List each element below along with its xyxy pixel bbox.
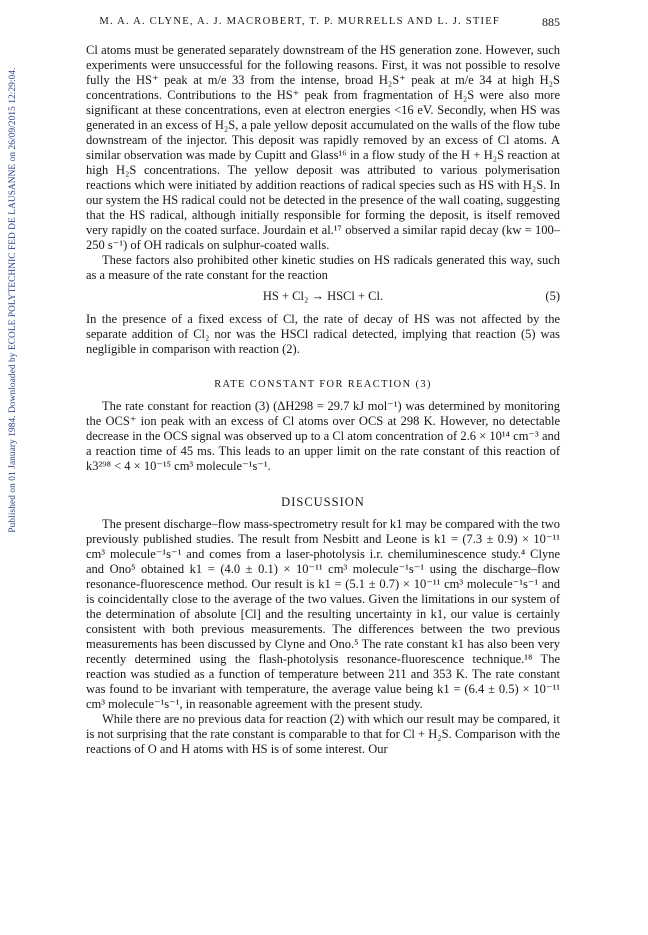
side-margin bbox=[0, 0, 26, 935]
equation-expression: HS + Cl₂ → HSCl + Cl. bbox=[262, 289, 384, 303]
page-number: 885 bbox=[542, 15, 560, 29]
running-header bbox=[86, 16, 560, 32]
equation-5 bbox=[86, 289, 560, 307]
equation-number: (5) bbox=[545, 289, 560, 303]
paragraph-other-studies: These factors also prohibited other kinetic studies on HS radicals generated this way, such as a measure of the rate constant for the reaction bbox=[86, 253, 560, 282]
article-body bbox=[86, 43, 560, 757]
paragraph-discussion-k1: The present discharge–flow mass-spectrometry result for k1 may be compared with the two previously published studies. The result from Nesbitt and Leone is k1 = (7.3 ± 0.9) × 10⁻¹¹ cm³ molecule⁻¹s⁻¹ and comes from a laser-photolysis i.r. chemiluminescence study.⁴ Clyne and Ono⁵ obtained k1 = (4.0 ± 0.1) × 10⁻¹¹ cm³ molecule⁻¹s⁻¹ using the discharge–flow resonance-fluorescence method. Our result is k1 = (5.1 ± 0.7) × 10⁻¹¹ cm³ molecule⁻¹s⁻¹ and is coincidentally close to the average of the two values. Given the limitations in our system of the determination of absolute [Cl] and the resulting uncertainty in k1, our value is certainly consistent with both previous measurements. The differences between the two previous measurements has been discussed by Clyne and Ono.⁵ The rate constant k1 has also been very recently determined using the flash-photolysis resonance-fluorescence technique.¹⁸ The reaction was studied as a function of temperature between 211 and 353 K. The rate constant was found to be invariant with temperature, the average value being k1 = (6.4 ± 0.5) × 10⁻¹¹ cm³ molecule⁻¹s⁻¹, in reasonable agreement with the present study. bbox=[86, 517, 560, 711]
paragraph-discussion-reaction-2: While there are no previous data for reaction (2) with which our result may be compared, it is not surprising that the rate constant is comparable to that for Cl + H₂S. Comparison with the reactions of O and H atoms with HS is of some interest. Our bbox=[86, 712, 560, 756]
section-heading-discussion: DISCUSSION bbox=[281, 495, 365, 509]
download-watermark: Published on 01 January 1984. Downloaded by ECOLE POLYTECHNIC FED DE LAUSANNE on 26/09/2015 12:29:04. bbox=[8, 67, 18, 533]
paragraph-hs-generation: Cl atoms must be generated separately downstream of the HS generation zone. However, such experiments were unsuccessful for the following reasons. First, it was not possible to resolve fully the HS⁺ peak at m/e 33 from the intense, broad H₂S⁺ peak at m/e 34 at high H₂S concentrations. Contributions to the HS⁺ peak from fragmentation of H₂S were also more significant at these concentrations, even at electron energies <16 eV. Secondly, when HS was generated in an excess of H₂S, a pale yellow deposit accumulated on the walls of the flow tube downstream of the injector. This deposit was rapidly removed by an excess of Cl atoms. A similar observation was made by Cupitt and Glass¹⁶ in a flow study of the H + H₂S reaction at high H₂S concentrations. The yellow deposit was attributed to various polymerisation reactions which were initiated by addition reactions of radical species such as HS with H₂S. In our system the HS radical could not be detected in the presence of the wall coating, suggesting that the HS radical, although initially responsible for forming the deposit, is itself removed very rapidly on the coated surface. Jourdain et al.¹⁷ observed a similar rapid decay (kw = 100–250 s⁻¹) of OH radicals on sulphur-coated walls. bbox=[86, 43, 560, 252]
paragraph-rate-constant-3: The rate constant for reaction (3) (ΔH298 = 29.7 kJ mol⁻¹) was determined by monitoring the OCS⁺ ion peak with an excess of Cl atoms over OCS at 298 K. However, no detectable decrease in the OCS signal was observed up to a Cl atom concentration of 2.6 × 10¹⁴ cm⁻³ and a reaction time of 45 ms. This leads to an upper limit on the rate constant of this reaction of k3²⁹⁸ < 4 × 10⁻¹⁵ cm³ molecule⁻¹s⁻¹. bbox=[86, 399, 560, 473]
header-authors: M. A. A. CLYNE, A. J. MACROBERT, T. P. MURRELLS AND L. J. STIEF bbox=[99, 16, 500, 27]
section-heading-rate-constant: RATE CONSTANT FOR REACTION (3) bbox=[214, 379, 432, 390]
paragraph-reaction-5: In the presence of a fixed excess of Cl, the rate of decay of HS was not affected by the separate addition of Cl₂ nor was the HSCl radical detected, implying that reaction (5) was negligible in comparison with reaction (2). bbox=[86, 312, 560, 356]
